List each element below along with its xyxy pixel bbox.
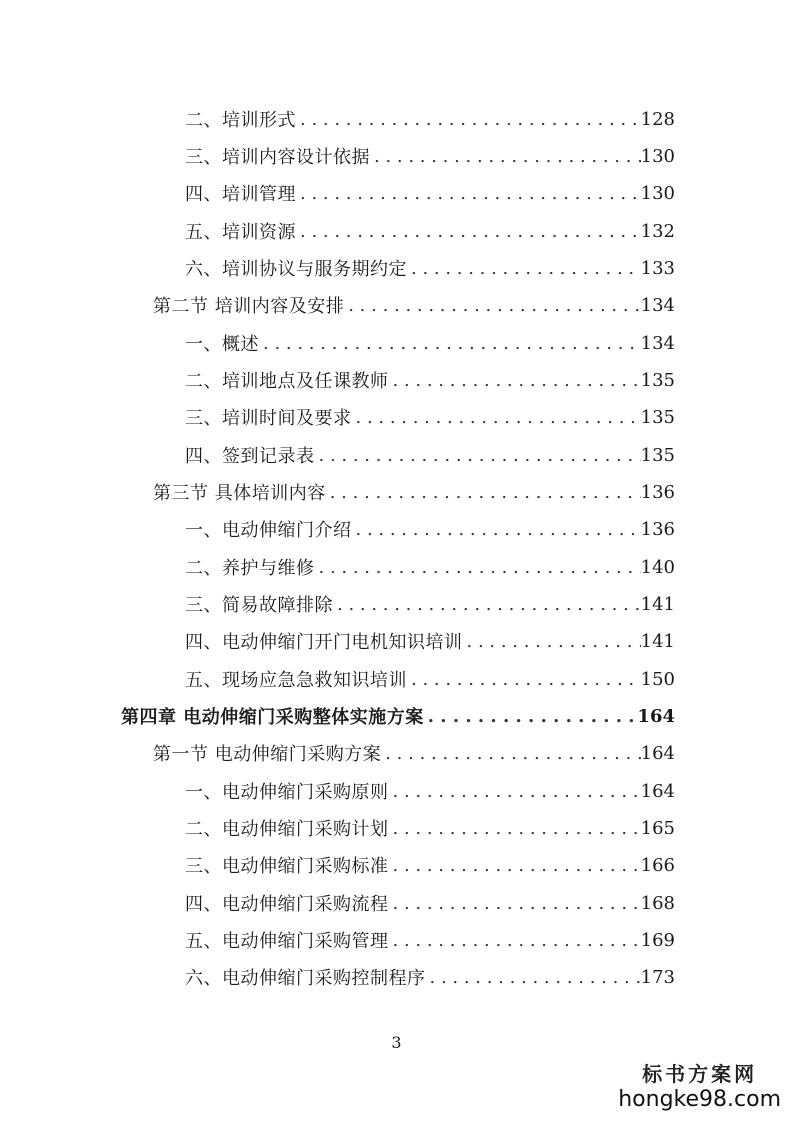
toc-entry-title: 第二节 培训内容及安排 (153, 296, 345, 317)
toc-entry[interactable] (185, 813, 675, 843)
toc-entry[interactable] (153, 290, 675, 320)
toc-entry[interactable] (185, 141, 675, 171)
toc-entry-title: 三、培训时间及要求 (185, 408, 352, 429)
toc-entry[interactable] (185, 850, 675, 880)
toc-entry-page: 135 (640, 369, 675, 391)
toc-entry[interactable] (185, 514, 675, 544)
toc-entry[interactable] (185, 216, 675, 246)
toc-entry[interactable] (185, 253, 675, 283)
dot-leader (381, 743, 640, 764)
toc-entry-page: 164 (640, 742, 675, 764)
toc-entry[interactable] (185, 178, 675, 208)
toc-entry-title: 三、简易故障排除 (185, 595, 333, 616)
page-number: 3 (391, 1033, 402, 1052)
dot-leader (389, 855, 641, 876)
dot-leader (389, 930, 641, 951)
dot-leader (259, 333, 641, 354)
toc-entry-title: 一、概述 (185, 334, 259, 355)
toc-entry-page: 164 (637, 705, 675, 727)
toc-entry-page: 164 (640, 780, 675, 802)
toc-entry-page: 130 (640, 145, 675, 167)
toc-chapter-entry[interactable] (121, 701, 675, 731)
dot-leader (296, 183, 641, 204)
toc-entry-title: 五、培训资源 (185, 222, 296, 243)
dot-leader (407, 669, 641, 690)
toc-entry-page: 173 (640, 966, 675, 988)
watermark-url: hongke98.com (618, 1087, 781, 1112)
dot-leader (315, 445, 641, 466)
toc-entry[interactable] (153, 738, 675, 768)
toc-entry[interactable] (185, 104, 675, 134)
dot-leader (426, 967, 641, 988)
toc-entry-title: 第一节 电动伸缩门采购方案 (153, 744, 382, 765)
toc-entry-title: 二、培训形式 (185, 110, 296, 131)
toc-entry-page: 140 (640, 556, 675, 578)
toc-entry-page: 133 (640, 257, 675, 279)
toc-entry-page: 135 (640, 406, 675, 428)
toc-entry-page: 165 (640, 817, 675, 839)
toc-entry-title: 六、电动伸缩门采购控制程序 (185, 968, 426, 989)
dot-leader (344, 295, 640, 316)
toc-entry-title: 第三节 具体培训内容 (153, 483, 326, 504)
toc-entry[interactable] (185, 328, 675, 358)
dot-leader (296, 109, 641, 130)
toc-entry-title: 三、培训内容设计依据 (185, 147, 370, 168)
dot-leader (407, 258, 641, 279)
toc-entry-title: 四、培训管理 (185, 184, 296, 205)
toc-entry[interactable] (185, 589, 675, 619)
toc-entry[interactable] (153, 477, 675, 507)
watermark-logo (618, 1058, 781, 1112)
toc-entry-title: 二、电动伸缩门采购计划 (185, 819, 389, 840)
dot-leader (463, 631, 641, 652)
toc-entry-page: 134 (640, 332, 675, 354)
dot-leader (352, 407, 641, 428)
toc-entry[interactable] (185, 888, 675, 918)
toc-entry[interactable] (185, 925, 675, 955)
toc-entry-title: 一、电动伸缩门采购原则 (185, 782, 389, 803)
dot-leader (315, 557, 641, 578)
toc-entry-page: 150 (640, 668, 675, 690)
watermark-title: 标书方案网 (642, 1062, 758, 1086)
dot-leader (370, 146, 641, 167)
toc-entry-title: 六、培训协议与服务期约定 (185, 259, 407, 280)
toc-entry-page: 132 (640, 220, 675, 242)
toc-entry-page: 141 (640, 593, 675, 615)
toc-entry-page: 166 (640, 854, 675, 876)
toc-entry-title: 第四章 电动伸缩门采购整体实施方案 (121, 707, 424, 728)
toc-entry[interactable] (185, 776, 675, 806)
toc-entry-page: 168 (640, 892, 675, 914)
dot-leader (296, 221, 641, 242)
toc-entry-title: 五、现场应急急救知识培训 (185, 670, 407, 691)
toc-entry-title: 四、电动伸缩门采购流程 (185, 894, 389, 915)
toc-entry[interactable] (185, 402, 675, 432)
toc-entry-title: 二、养护与维修 (185, 558, 315, 579)
dot-leader (424, 706, 638, 727)
toc-entry-page: 169 (640, 929, 675, 951)
dot-leader (352, 519, 641, 540)
toc-entry-title: 四、签到记录表 (185, 446, 315, 467)
dot-leader (389, 893, 641, 914)
dot-leader (326, 482, 641, 503)
toc-entry-page: 130 (640, 182, 675, 204)
toc-entry-title: 二、培训地点及任课教师 (185, 371, 389, 392)
toc-entry-title: 四、电动伸缩门开门电机知识培训 (185, 632, 463, 653)
toc-entry-page: 128 (640, 108, 675, 130)
toc-entry[interactable] (185, 664, 675, 694)
toc-entry-page: 136 (640, 518, 675, 540)
dot-leader (389, 370, 641, 391)
dot-leader (389, 818, 641, 839)
toc-entry[interactable] (185, 962, 675, 992)
toc-entry-page: 141 (640, 630, 675, 652)
toc-entry[interactable] (185, 552, 675, 582)
toc-entry-title: 三、电动伸缩门采购标准 (185, 856, 389, 877)
toc-entry-page: 135 (640, 444, 675, 466)
toc-entry-title: 五、电动伸缩门采购管理 (185, 931, 389, 952)
toc-entry-page: 136 (640, 481, 675, 503)
toc-entry-title: 一、电动伸缩门介绍 (185, 520, 352, 541)
dot-leader (389, 781, 641, 802)
dot-leader (333, 594, 641, 615)
toc-entry[interactable] (185, 365, 675, 395)
toc-entry-page: 134 (640, 294, 675, 316)
toc-entry[interactable] (185, 440, 675, 470)
toc-entry[interactable] (185, 626, 675, 656)
